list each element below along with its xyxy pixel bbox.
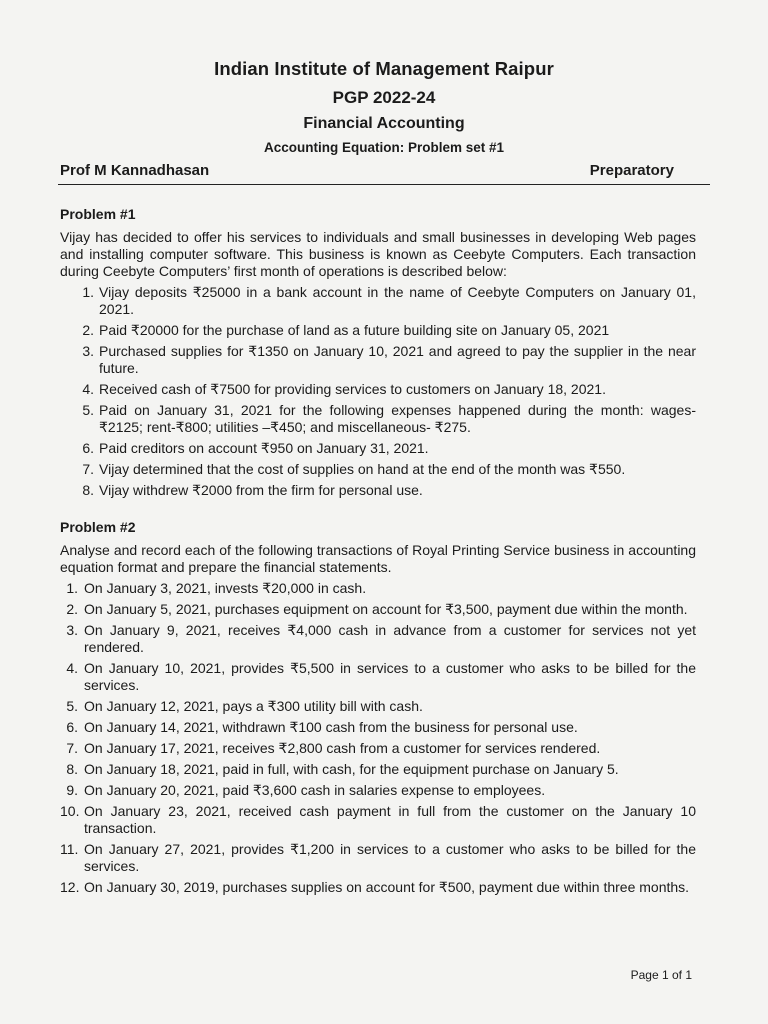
list-item — [60, 622, 696, 656]
problem-1-intro: Vijay has decided to offer his services to individuals and small businesses in developing Web pages and installing computer software. This business is known as Ceebyte Computers. Each transaction during Ceebyte Computers’ first month of operations is described below: — [60, 229, 696, 279]
problem-1-heading: Problem #1 — [60, 206, 136, 222]
program-title: PGP 2022-24 — [332, 88, 436, 107]
problem-2-list — [60, 580, 696, 896]
list-item — [60, 719, 696, 736]
item-text: On January 12, 2021, pays a ₹300 utility bill with cash. — [84, 698, 423, 714]
institute-title: Indian Institute of Management Raipur — [214, 58, 554, 79]
list-item — [60, 601, 696, 618]
item-text: On January 18, 2021, paid in full, with cash, for the equipment purchase on January 5. — [84, 761, 619, 777]
item-text: On January 5, 2021, purchases equipment on account for ₹3,500, payment due within the month. — [84, 601, 688, 617]
item-number: 6. — [66, 719, 78, 735]
list-item — [60, 782, 696, 799]
preparatory-tag: Preparatory — [589, 162, 674, 179]
list-item — [60, 740, 696, 757]
item-number: 4. — [66, 660, 78, 676]
list-item — [60, 841, 696, 875]
item-number: 3. — [66, 622, 78, 638]
list-item — [60, 761, 696, 778]
problem-2-heading: Problem #2 — [60, 519, 136, 535]
list-item — [60, 803, 696, 837]
document-body — [60, 206, 696, 900]
item-text: Vijay deposits ₹25000 in a bank account in the name of Ceebyte Computers on January 01, 2021. — [99, 284, 696, 317]
list-item — [60, 322, 696, 339]
item-text: On January 14, 2021, withdrawn ₹100 cash from the business for personal use. — [84, 719, 578, 735]
list-item — [60, 343, 696, 377]
item-number: 2. — [66, 601, 78, 617]
list-item — [60, 482, 696, 499]
course-title: Financial Accounting — [303, 115, 465, 132]
item-text: On January 27, 2021, provides ₹1,200 in services to a customer who asks to be billed for the services. — [84, 841, 696, 874]
problem-set-subtitle: Accounting Equation: Problem set #1 — [263, 140, 505, 155]
item-text: Received cash of ₹7500 for providing services to customers on January 18, 2021. — [99, 381, 606, 397]
list-item — [60, 440, 696, 457]
item-text: On January 17, 2021, receives ₹2,800 cash from a customer for services rendered. — [84, 740, 601, 756]
item-text: On January 23, 2021, received cash payment in full from the customer on the January 10 transaction. — [84, 803, 696, 836]
problem-2-intro: Analyse and record each of the following transactions of Royal Printing Service business in accounting equation format and prepare the financial statements. — [60, 542, 696, 575]
list-item — [60, 660, 696, 694]
page-number: Page 1 of 1 — [630, 968, 692, 982]
item-text: Purchased supplies for ₹1350 on January 10, 2021 and agreed to pay the supplier in the near future. — [99, 343, 696, 376]
item-text: On January 30, 2019, purchases supplies on account for ₹500, payment due within three months. — [84, 879, 690, 895]
item-text: Vijay determined that the cost of supplies on hand at the end of the month was ₹550. — [99, 461, 626, 477]
item-text: On January 3, 2021, invests ₹20,000 in cash. — [84, 580, 367, 596]
item-text: Paid ₹20000 for the purchase of land as a future building site on January 05, 2021 — [99, 322, 610, 338]
list-item — [60, 580, 696, 597]
item-number: 7. — [82, 461, 94, 477]
list-item — [60, 698, 696, 715]
professor-name: Prof M Kannadhasan — [60, 162, 210, 179]
item-number: 1. — [66, 580, 78, 596]
item-number: 11. — [60, 841, 79, 857]
list-item — [60, 284, 696, 318]
item-number: 7. — [66, 740, 78, 756]
item-number: 12. — [60, 879, 80, 895]
item-text: Paid on January 31, 2021 for the following expenses happened during the month: wages-₹2125; rent-₹800; utilities –₹450; and miscellaneous- ₹275. — [99, 402, 696, 435]
item-number: 5. — [66, 698, 78, 714]
item-number: 4. — [82, 381, 94, 397]
item-number: 5. — [82, 402, 94, 418]
header-divider — [58, 184, 710, 185]
item-text: Vijay withdrew ₹2000 from the firm for personal use. — [99, 482, 423, 498]
item-number: 6. — [82, 440, 94, 456]
list-item — [60, 879, 696, 896]
list-item — [60, 461, 696, 478]
item-text: On January 10, 2021, provides ₹5,500 in services to a customer who asks to be billed for the services. — [84, 660, 696, 693]
item-number: 9. — [66, 782, 78, 798]
item-number: 1. — [82, 284, 94, 300]
item-text: Paid creditors on account ₹950 on January 31, 2021. — [99, 440, 429, 456]
item-number: 8. — [82, 482, 94, 498]
item-text: On January 20, 2021, paid ₹3,600 cash in salaries expense to employees. — [84, 782, 546, 798]
item-number: 10. — [60, 803, 80, 819]
item-number: 8. — [66, 761, 78, 777]
list-item — [60, 402, 696, 436]
item-text: On January 9, 2021, receives ₹4,000 cash in advance from a customer for services not yet rendered. — [84, 622, 696, 655]
item-number: 3. — [82, 343, 94, 359]
problem-1-list — [60, 284, 696, 499]
list-item — [60, 381, 696, 398]
item-number: 2. — [82, 322, 94, 338]
